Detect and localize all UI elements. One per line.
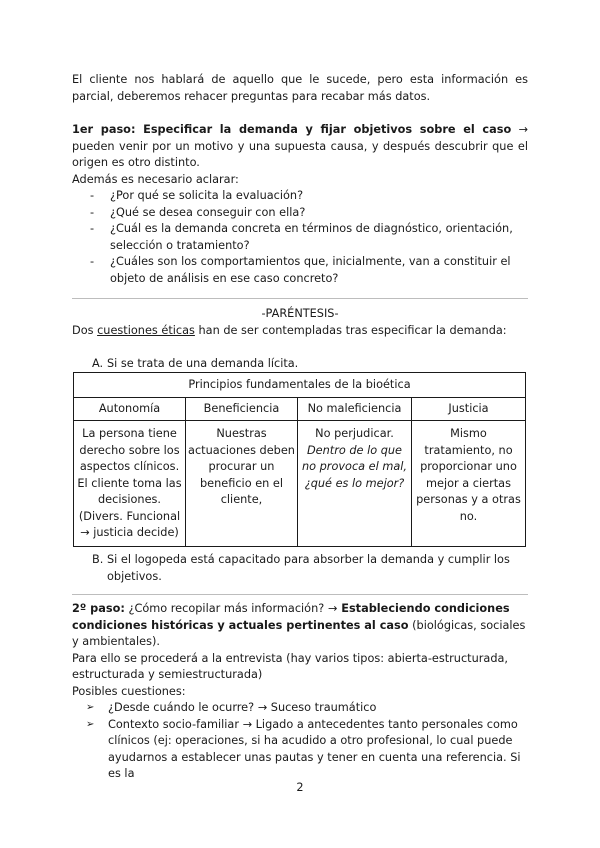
item-a: [72, 356, 528, 373]
separator-line: [72, 298, 528, 299]
page-number: 2: [296, 781, 304, 794]
list-item: ➢ ¿Desde cuándo le ocurre? → Suceso traumático: [72, 700, 528, 717]
cell-autonomia: La persona tiene derecho sobre los aspectos clínicos. El cliente toma las decisiones. (Divers. Funcional → justicia decide): [74, 421, 186, 547]
cell-beneficiencia: Nuestras actuaciones deben procurar un beneficio en el cliente,: [186, 421, 298, 547]
step2-posibles: Posibles cuestiones:: [72, 684, 186, 698]
dash-marker: -: [90, 189, 95, 202]
arrowhead-bullet-icon: ➢: [86, 718, 95, 730]
item-a-marker: A.: [92, 357, 104, 370]
list-item: - ¿Qué se desea conseguir con ella?: [72, 205, 528, 222]
intro-paragraph: [72, 72, 528, 105]
item-a-text: Si se trata de una demanda lícita.: [107, 357, 299, 370]
list-item: - ¿Cuáles son los comportamientos que, inicialmente, van a constituir el objeto de análisis en ese caso concreto?: [90, 255, 511, 285]
step2-list: [72, 700, 528, 783]
step1-rest: pueden venir por un motivo y una supuesta causa, y después descubrir que el origen es otro distinto.: [72, 139, 528, 169]
ethics-underlined: cuestiones éticas: [97, 323, 195, 337]
header-beneficiencia: Beneficiencia: [186, 398, 298, 421]
cell-justicia: Mismo tratamiento, no proporcionar uno mejor a ciertas personas y a otras no.: [412, 421, 526, 547]
item-b-marker: B.: [92, 553, 104, 566]
step1-aclarar: Además es necesario aclarar:: [72, 172, 239, 186]
list-item: ➢ Contexto socio-familiar → Ligado a antecedentes tanto personales como clínicos (ej: operaciones, si ha acudido a otro profesional, lo cual puede ayudarnos a establecer unas pautas y tener en cuenta una referencia. Si es la: [86, 717, 521, 780]
dash-marker: -: [90, 222, 95, 235]
list-item: - ¿Por qué se solicita la evaluación?: [72, 188, 528, 205]
step2-paragraph: 2º paso: ¿Cómo recopilar más información? → Estableciendo condiciones condiciones históricas y actuales pertinentes al caso (biológicas, sociales y ambientales).: [72, 602, 526, 648]
bioethics-table-wrap: [73, 372, 526, 547]
step1-question-list: [72, 188, 528, 287]
parentesis-section: [72, 306, 528, 339]
step2-label: 2º paso:: [72, 602, 125, 615]
dash-marker: -: [90, 205, 95, 219]
parentesis-title: -PARÉNTESIS-: [261, 307, 339, 320]
step1-paragraph: [72, 122, 528, 172]
step2-entrevista: Para ello se procederá a la entrevista (hay varios tipos: abierta-estructurada, estructurada y semiestructurada): [72, 651, 509, 681]
header-autonomia: Autonomía: [74, 398, 186, 421]
step1-section: [72, 122, 528, 287]
bioethics-table: [73, 372, 526, 547]
ethics-line: Dos cuestiones éticas han de ser contempladas tras especificar la demanda:: [72, 323, 507, 337]
item-b: [72, 552, 528, 585]
step2-section: [72, 601, 528, 783]
table-title: Principios fundamentales de la bioética: [74, 373, 526, 398]
item-b-text: Si el logopeda está capacitado para absorber la demanda y cumplir los objetivos.: [107, 553, 510, 583]
header-no-maleficiencia: No maleficiencia: [298, 398, 412, 421]
header-justicia: Justicia: [412, 398, 526, 421]
dash-marker: -: [90, 255, 95, 268]
arrowhead-bullet-icon: ➢: [86, 702, 95, 713]
step1-label: 1er paso: Especificar la demanda y fijar objetivos sobre el caso: [72, 123, 512, 136]
cell-no-maleficiencia: No perjudicar. Dentro de lo que no provoca el mal, ¿qué es lo mejor?: [298, 421, 412, 547]
list-item: - ¿Cuál es la demanda concreta en términos de diagnóstico, orientación, selección o tratamiento?: [90, 222, 513, 252]
step1-arrow: →: [518, 123, 529, 136]
separator-line: [72, 594, 528, 595]
intro-text: El cliente nos hablará de aquello que le sucede, pero esta información es parcial, deberemos rehacer preguntas para recabar más datos.: [72, 73, 528, 103]
